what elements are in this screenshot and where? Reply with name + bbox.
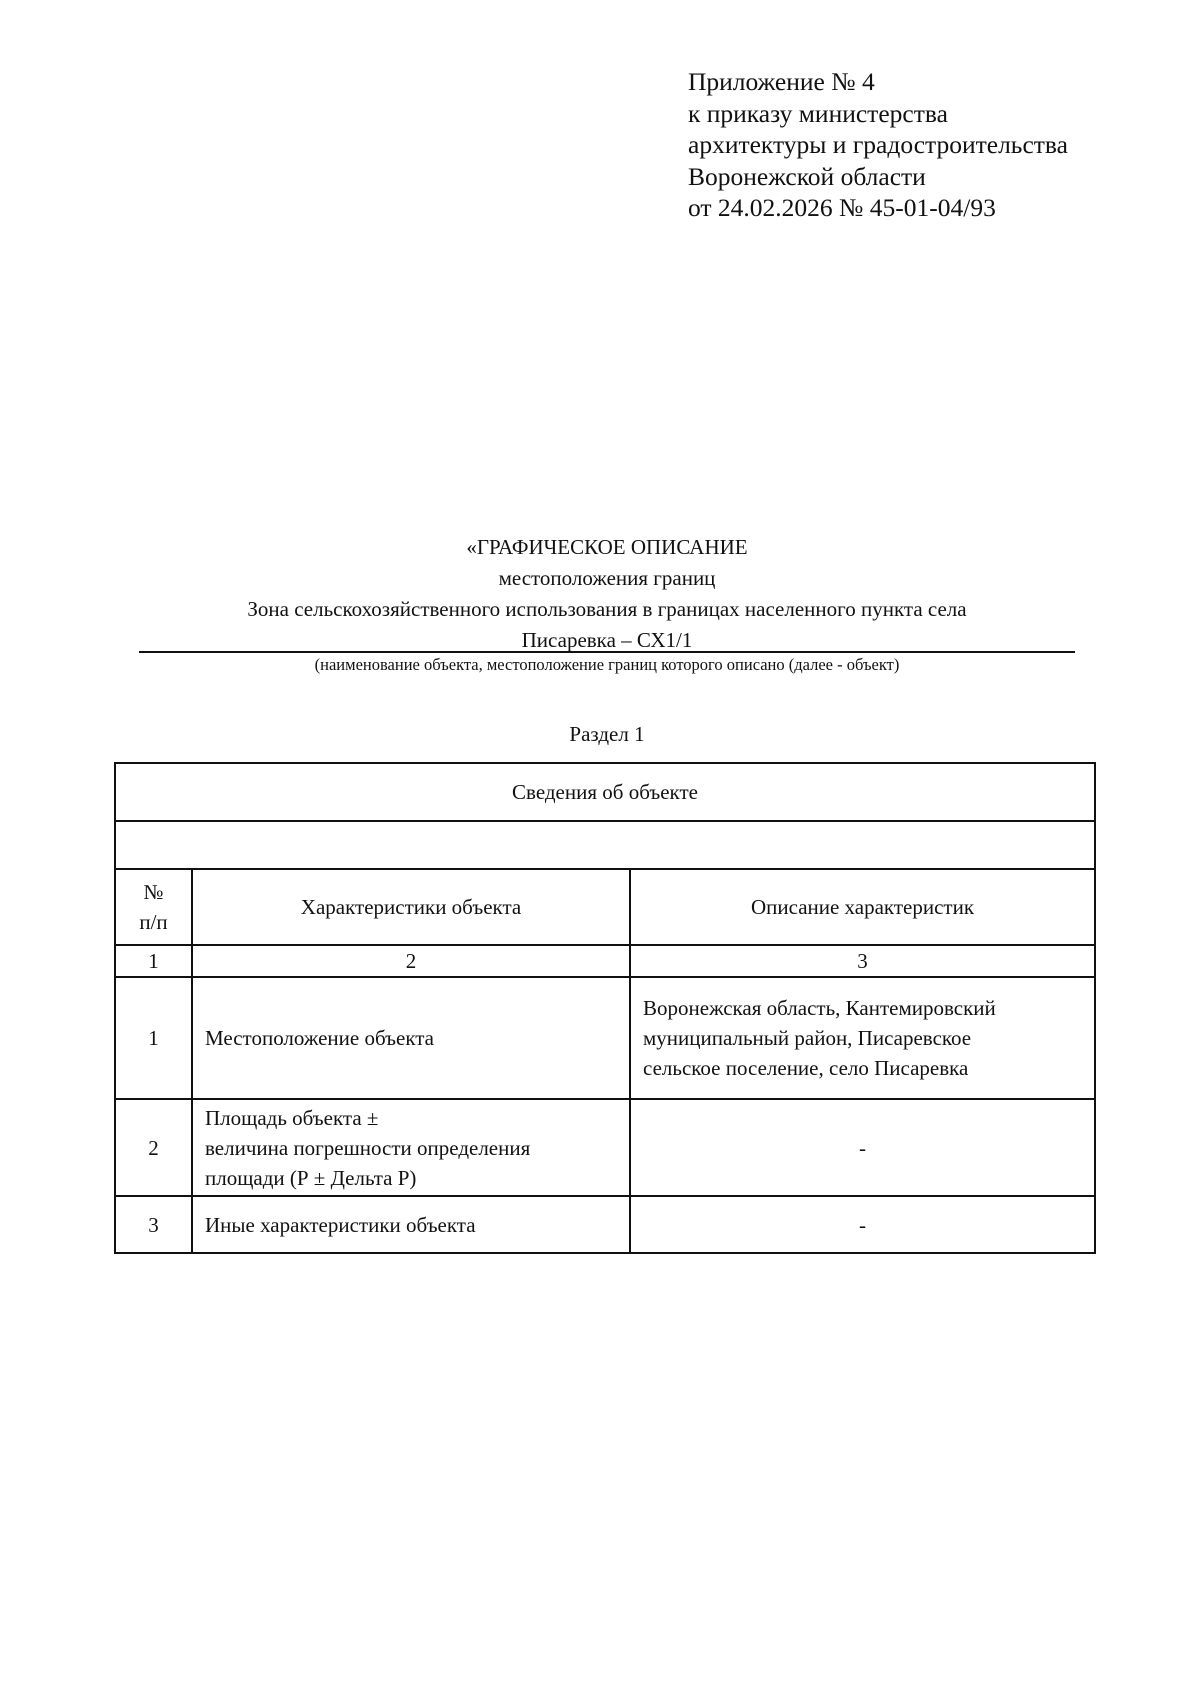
- table-row: [115, 1196, 1095, 1253]
- characteristic-line: Иные характеристики объекта: [205, 1212, 476, 1237]
- header-characteristic: Характеристики объекта: [192, 869, 630, 945]
- table-row: [115, 977, 1095, 1099]
- header-num: [115, 869, 192, 945]
- row-description: -: [630, 1099, 1095, 1196]
- characteristic-line: величина погрешности определения: [205, 1135, 531, 1160]
- title-subheading: местоположения границ: [498, 566, 716, 590]
- title-heading: «ГРАФИЧЕСКОЕ ОПИСАНИЕ: [466, 535, 748, 559]
- characteristic-line: Площадь объекта ±: [205, 1105, 379, 1130]
- characteristic-line: площади (Р ± Дельта Р): [205, 1165, 417, 1190]
- description-line: сельское поселение, село Писаревка: [643, 1056, 969, 1080]
- header-num-abbr: п/п: [139, 910, 168, 934]
- row-number: 3: [115, 1196, 192, 1253]
- object-info-table: [114, 762, 1096, 1254]
- row-characteristic: [192, 1196, 630, 1253]
- column-number: 2: [192, 945, 630, 977]
- description-line: Воронежская область, Кантемировский: [643, 996, 996, 1020]
- row-number: 1: [115, 977, 192, 1099]
- appendix-line: архитектуры и градостроительства: [688, 130, 1068, 159]
- appendix-line: Воронежской области: [688, 161, 926, 191]
- object-name-line: Писаревка – СХ1/1: [139, 625, 1075, 653]
- characteristic-line: Местоположение объекта: [205, 1026, 435, 1050]
- header-description: Описание характеристик: [630, 869, 1095, 945]
- object-name-line: Зона сельскохозяйственного использования в границах населенного пункта села: [247, 597, 967, 621]
- document-title: [110, 532, 1104, 679]
- row-characteristic: [192, 977, 630, 1099]
- empty-cell: [115, 821, 1095, 869]
- table-row: [115, 1099, 1095, 1196]
- description-line: муниципальный район, Писаревское: [643, 1026, 972, 1050]
- row-description: -: [630, 1196, 1095, 1253]
- row-number: 2: [115, 1099, 192, 1196]
- table-banner-row: [115, 763, 1095, 821]
- column-number: 3: [630, 945, 1095, 977]
- appendix-line: к приказу министерства: [688, 98, 948, 128]
- column-number: 1: [115, 945, 192, 977]
- appendix-header: [688, 66, 1068, 224]
- table-banner: Сведения об объекте: [115, 763, 1095, 821]
- row-description: [630, 977, 1095, 1099]
- column-number-row: [115, 945, 1095, 977]
- table-empty-row: [115, 821, 1095, 869]
- appendix-line: Приложение № 4: [688, 67, 875, 96]
- header-num-symbol: №: [143, 880, 164, 904]
- appendix-line: от 24.02.2026 № 45-01-04/93: [688, 193, 996, 222]
- table-header-row: [115, 869, 1095, 945]
- object-name-caption: (наименование объекта, местоположение границ которого описано (далее - объект): [314, 655, 900, 674]
- row-characteristic: [192, 1099, 630, 1196]
- section-label: Раздел 1: [569, 722, 645, 746]
